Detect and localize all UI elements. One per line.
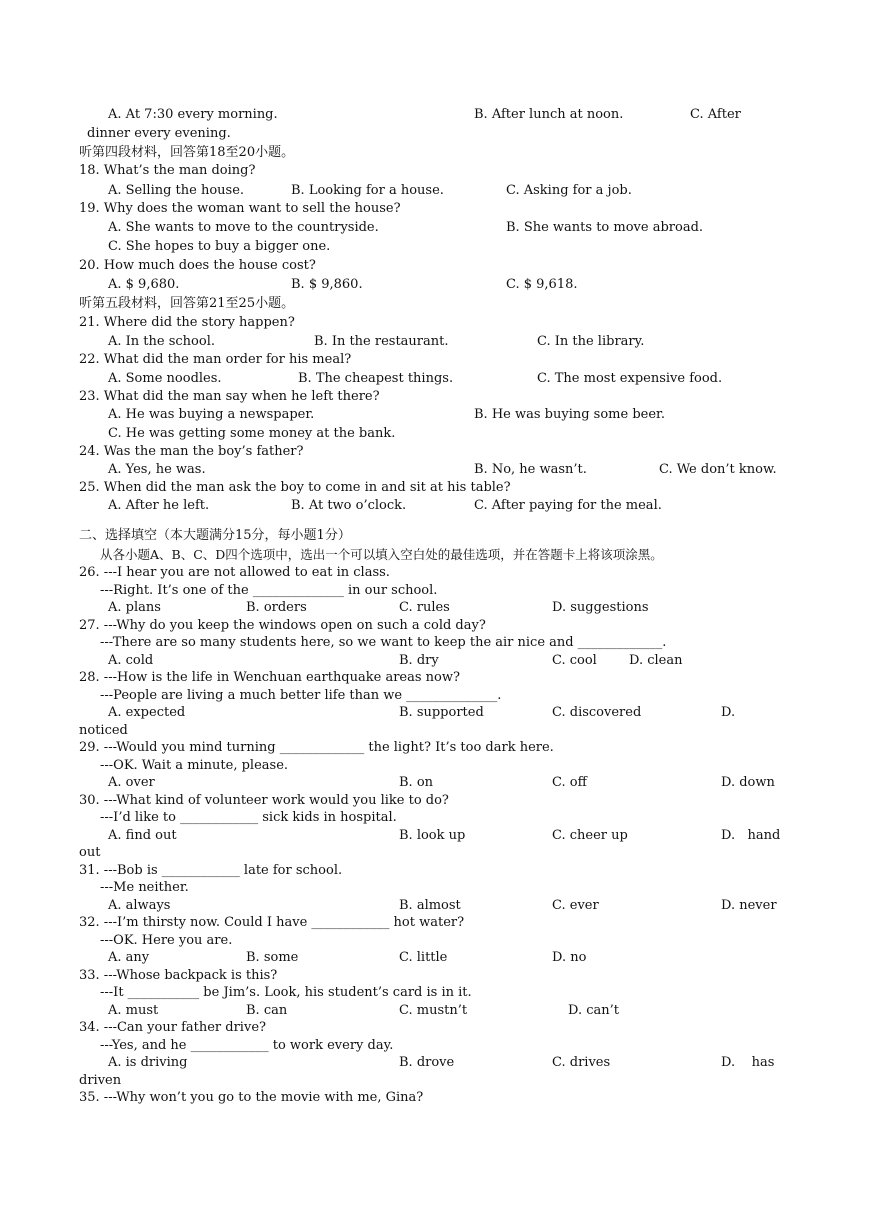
q32-option-d: D. no (552, 950, 587, 965)
q33-option-c: C. mustn’t (399, 1003, 468, 1018)
q21-stem: 21. Where did the story happen? (79, 315, 295, 330)
q19-option-a: A. She wants to move to the countryside. (108, 220, 379, 235)
q24-option-a: A. Yes, he was. (108, 462, 206, 477)
q32-option-b: B. some (246, 950, 299, 965)
q29-option-c: C. off (552, 775, 587, 790)
q24-option-b: B. No, he wasn’t. (474, 462, 587, 477)
q29-option-d: D. down (721, 775, 775, 790)
q19-option-b: B. She wants to move abroad. (506, 220, 704, 235)
q30-option-b: B. look up (399, 828, 466, 843)
q23-stem: 23. What did the man say when he left there? (79, 389, 380, 404)
q29-line1: 29. ---Would you mind turning _____________ the light? It’s too dark here. (79, 740, 554, 755)
q33-option-a: A. must (108, 1003, 159, 1018)
q33-option-b: B. can (246, 1003, 288, 1018)
section4-header: 听第四段材料，回答第18至20小题。 (79, 145, 295, 160)
q25-stem: 25. When did the man ask the boy to come in and sit at his table? (79, 480, 511, 495)
q20-option-a: A. $ 9,680. (108, 277, 180, 292)
q30-option-a: A. find out (108, 828, 177, 843)
q17-option-c: C. After (690, 107, 741, 122)
q21-option-a: A. In the school. (108, 334, 215, 349)
q28-option-b: B. supported (399, 705, 484, 720)
q32-line2: ---OK. Here you are. (100, 933, 233, 948)
q18-stem: 18. What’s the man doing? (79, 163, 256, 178)
q27-line1: 27. ---Why do you keep the windows open on such a cold day? (79, 618, 486, 633)
q28-option-c: C. discovered (552, 705, 642, 720)
q30-option-d-continued: out (79, 845, 101, 860)
q31-option-c: C. ever (552, 898, 599, 913)
q23-option-b: B. He was buying some beer. (474, 407, 665, 422)
q27-option-a: A. cold (108, 653, 154, 668)
q34-option-b: B. drove (399, 1055, 455, 1070)
q17-option-c-continued: dinner every evening. (87, 126, 231, 141)
q28-option-d-continued: noticed (79, 723, 128, 738)
q21-option-c: C. In the library. (537, 334, 645, 349)
q34-option-d: D. has (721, 1055, 775, 1070)
q33-line2: ---It ___________ be Jim’s. Look, his student’s card is in it. (100, 985, 472, 1000)
q34-option-d-continued: driven (79, 1073, 122, 1088)
q27-option-c: C. cool (552, 653, 597, 668)
q31-line2: ---Me neither. (100, 880, 189, 895)
q27-option-d: D. clean (629, 653, 683, 668)
q30-option-d: D. hand (721, 828, 781, 843)
q26-option-b: B. orders (246, 600, 307, 615)
q32-line1: 32. ---I’m thirsty now. Could I have ____________ hot water? (79, 915, 465, 930)
q28-option-a: A. expected (108, 705, 186, 720)
q25-option-b: B. At two o’clock. (291, 498, 407, 513)
q17-option-a: A. At 7:30 every morning. (108, 107, 278, 122)
q22-option-c: C. The most expensive food. (537, 371, 723, 386)
q23-option-a: A. He was buying a newspaper. (108, 407, 315, 422)
q18-option-a: A. Selling the house. (108, 183, 245, 198)
q26-option-d: D. suggestions (552, 600, 649, 615)
q27-option-b: B. dry (399, 653, 439, 668)
q23-option-c: C. He was getting some money at the bank. (108, 426, 396, 441)
q35-line1: 35. ---Why won’t you go to the movie with me, Gina? (79, 1090, 424, 1105)
q20-stem: 20. How much does the house cost? (79, 258, 316, 273)
q31-option-a: A. always (108, 898, 171, 913)
q29-line2: ---OK. Wait a minute, please. (100, 758, 289, 773)
q18-option-c: C. Asking for a job. (506, 183, 632, 198)
q31-option-d: D. never (721, 898, 777, 913)
q28-line1: 28. ---How is the life in Wenchuan earthquake areas now? (79, 670, 460, 685)
q32-option-c: C. little (399, 950, 448, 965)
part2-instructions: 从各小题A、B、C、D四个选项中，选出一个可以填入空白处的最佳选项，并在答题卡上将该项涂黑。 (100, 547, 663, 562)
q30-option-c: C. cheer up (552, 828, 628, 843)
q28-option-d: D. (721, 705, 736, 720)
q30-line1: 30. ---What kind of volunteer work would you like to do? (79, 793, 449, 808)
q20-option-b: B. $ 9,860. (291, 277, 363, 292)
q24-stem: 24. Was the man the boy’s father? (79, 444, 304, 459)
section5-header: 听第五段材料，回答第21至25小题。 (79, 296, 295, 311)
q33-option-d: D. can’t (568, 1003, 619, 1018)
q34-option-c: C. drives (552, 1055, 611, 1070)
q22-option-a: A. Some noodles. (108, 371, 222, 386)
q29-option-b: B. on (399, 775, 434, 790)
q22-option-b: B. The cheapest things. (298, 371, 454, 386)
q30-line2: ---I’d like to ____________ sick kids in hospital. (100, 810, 397, 825)
q17-option-b: B. After lunch at noon. (474, 107, 624, 122)
q26-option-c: C. rules (399, 600, 450, 615)
q34-line2: ---Yes, and he ____________ to work every day. (100, 1038, 394, 1053)
q32-option-a: A. any (108, 950, 150, 965)
q19-option-c: C. She hopes to buy a bigger one. (108, 239, 331, 254)
q24-option-c: C. We don’t know. (659, 462, 777, 477)
part2-header: 二、选择填空（本大题满分15分，每小题1分） (79, 528, 351, 543)
q18-option-b: B. Looking for a house. (291, 183, 444, 198)
q26-line1: 26. ---I hear you are not allowed to eat in class. (79, 565, 390, 580)
q34-line1: 34. ---Can your father drive? (79, 1020, 266, 1035)
q26-option-a: A. plans (108, 600, 161, 615)
q31-option-b: B. almost (399, 898, 461, 913)
q34-option-a: A. is driving (108, 1055, 188, 1070)
q22-stem: 22. What did the man order for his meal? (79, 352, 352, 367)
q25-option-a: A. After he left. (108, 498, 210, 513)
q20-option-c: C. $ 9,618. (506, 277, 578, 292)
q19-stem: 19. Why does the woman want to sell the house? (79, 201, 401, 216)
q26-line2: ---Right. It’s one of the ______________ in our school. (100, 583, 438, 598)
q25-option-c: C. After paying for the meal. (474, 498, 662, 513)
q29-option-a: A. over (108, 775, 155, 790)
q28-line2: ---People are living a much better life than we ______________. (100, 688, 502, 703)
q31-line1: 31. ---Bob is ____________ late for school. (79, 863, 343, 878)
q21-option-b: B. In the restaurant. (314, 334, 449, 349)
q27-line2: ---There are so many students here, so we want to keep the air nice and _____________. (100, 635, 667, 650)
q33-line1: 33. ---Whose backpack is this? (79, 968, 278, 983)
